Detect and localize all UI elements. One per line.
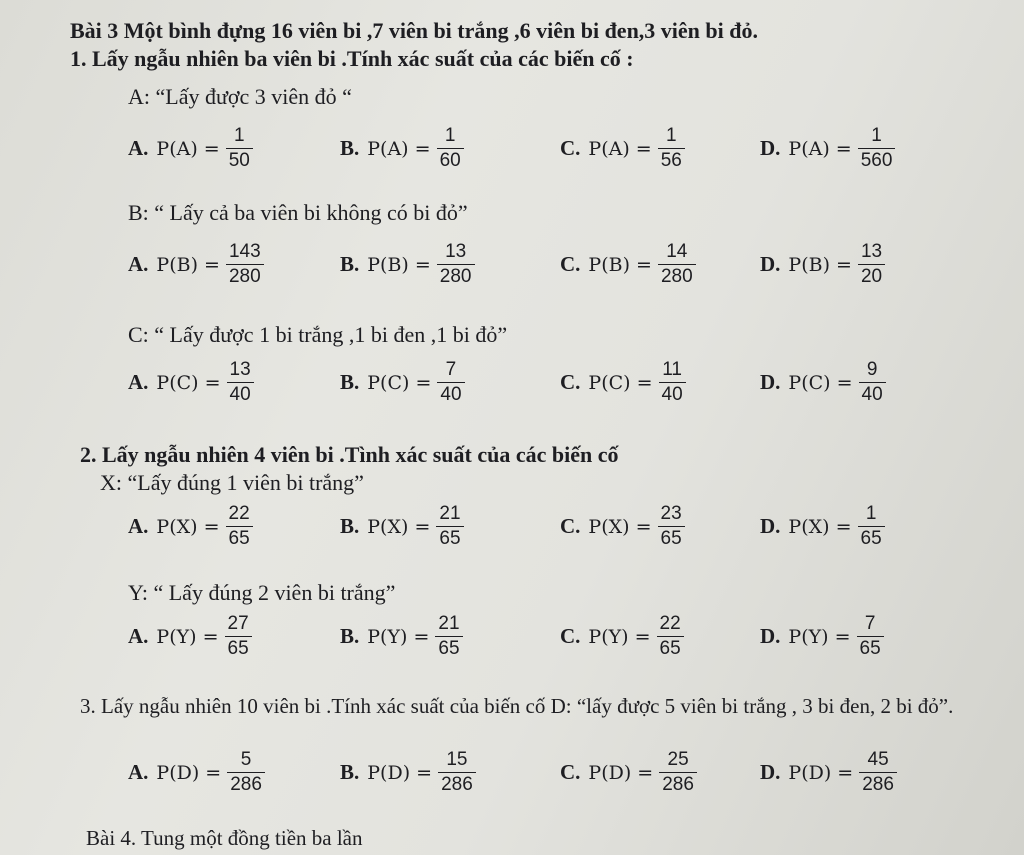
choice-letter: C. (560, 624, 581, 648)
denominator: 286 (659, 772, 697, 797)
fraction (225, 612, 252, 661)
choice-lhs: P(B) = (788, 253, 852, 276)
choice-a[interactable] (128, 748, 265, 797)
choice-lhs: P(A) = (156, 137, 220, 160)
event-x-text: X: “Lấy đúng 1 viên bi trắng” (100, 470, 364, 495)
fraction (435, 612, 462, 661)
choice-lhs: P(D) = (367, 761, 433, 784)
choice-lhs: P(Y) = (588, 625, 651, 648)
numerator: 23 (660, 503, 682, 524)
choice-letter: C. (560, 760, 581, 784)
choice-c[interactable] (560, 612, 684, 661)
denominator: 65 (435, 636, 462, 661)
choice-lhs: P(A) = (788, 137, 852, 160)
choice-lhs: P(X) = (788, 515, 852, 538)
choice-d[interactable] (760, 240, 885, 289)
numerator: 1 (444, 125, 456, 146)
fraction (226, 240, 264, 289)
choice-a[interactable] (128, 612, 252, 661)
choice-lhs: P(B) = (367, 253, 431, 276)
event-c-text: C: “ Lấy được 1 bi trắng ,1 bi đen ,1 bi đỏ” (128, 322, 508, 347)
choice-lhs: P(C) = (788, 371, 853, 394)
denominator: 65 (225, 636, 252, 661)
part1-heading: 1. Lấy ngẫu nhiên ba viên bi .Tính xác suất của các biến cố : (70, 46, 634, 71)
choice-letter: B. (340, 514, 360, 538)
choice-letter: C. (560, 136, 581, 160)
choice-d[interactable] (760, 748, 897, 797)
denominator: 20 (858, 264, 885, 289)
numerator: 25 (667, 749, 689, 770)
choice-a[interactable] (128, 502, 253, 551)
choice-c[interactable] (560, 124, 685, 173)
choice-lhs: P(C) = (156, 371, 221, 394)
event-y-text: Y: “ Lấy đúng 2 viên bi trắng” (128, 580, 396, 605)
choice-lhs: P(C) = (588, 371, 653, 394)
fraction (438, 748, 476, 797)
fraction (437, 124, 464, 173)
fraction (437, 240, 475, 289)
denominator: 560 (858, 148, 896, 173)
fraction (658, 502, 685, 551)
choice-lhs: P(B) = (156, 253, 220, 276)
choice-c[interactable] (560, 748, 697, 797)
choice-letter: D. (760, 370, 781, 394)
event-y-choices (0, 612, 1024, 672)
denominator: 65 (658, 526, 685, 551)
choice-letter: B. (340, 136, 360, 160)
part3-question: 3. Lấy ngẫu nhiên 10 viên bi .Tính xác suất của biến cố D: “lấy được 5 viên bi trắng , 3 bi đen, 2 bi đỏ”. (80, 694, 954, 718)
choice-lhs: P(X) = (156, 515, 220, 538)
numerator: 22 (659, 613, 681, 634)
denominator: 280 (226, 264, 264, 289)
denominator: 40 (659, 382, 686, 407)
fraction (226, 124, 253, 173)
denominator: 286 (859, 772, 897, 797)
numerator: 7 (445, 359, 457, 380)
choice-d[interactable] (760, 612, 884, 661)
choice-lhs: P(Y) = (156, 625, 219, 648)
denominator: 280 (658, 264, 696, 289)
choice-letter: C. (560, 252, 581, 276)
choice-letter: A. (128, 760, 149, 784)
numerator: 15 (446, 749, 468, 770)
choice-b[interactable] (340, 748, 476, 797)
numerator: 21 (438, 613, 460, 634)
fraction (227, 748, 265, 797)
exercise-title: Bài 3 Một bình đựng 16 viên bi ,7 viên bi trắng ,6 viên bi đen,3 viên bi đỏ. (70, 18, 759, 43)
choice-letter: C. (560, 370, 581, 394)
choice-b[interactable] (340, 502, 464, 551)
choice-lhs: P(X) = (367, 515, 431, 538)
choice-letter: A. (128, 624, 149, 648)
numerator: 11 (662, 359, 682, 380)
choice-d[interactable] (760, 358, 886, 407)
fraction (858, 502, 885, 551)
fraction (658, 240, 696, 289)
choice-c[interactable] (560, 502, 685, 551)
choice-b[interactable] (340, 612, 463, 661)
numerator: 9 (866, 359, 878, 380)
numerator: 13 (229, 359, 251, 380)
choice-lhs: P(Y) = (367, 625, 430, 648)
choice-letter: A. (128, 136, 149, 160)
choice-letter: B. (340, 624, 360, 648)
choice-letter: A. (128, 370, 149, 394)
denominator: 280 (437, 264, 475, 289)
denominator: 50 (226, 148, 253, 173)
fraction (658, 124, 685, 173)
denominator: 286 (227, 772, 265, 797)
denominator: 65 (436, 526, 463, 551)
numerator: 143 (228, 241, 261, 262)
choice-b[interactable] (340, 240, 475, 289)
choice-c[interactable] (560, 240, 696, 289)
fraction (437, 358, 464, 407)
numerator: 13 (445, 241, 467, 262)
choice-lhs: P(B) = (588, 253, 652, 276)
fraction (858, 240, 885, 289)
choice-letter: A. (128, 514, 149, 538)
choice-letter: D. (760, 760, 781, 784)
numerator: 14 (666, 241, 688, 262)
choice-letter: D. (760, 624, 781, 648)
fraction (659, 358, 686, 407)
choice-letter: C. (560, 514, 581, 538)
choice-letter: D. (760, 136, 781, 160)
denominator: 65 (226, 526, 253, 551)
numerator: 27 (227, 613, 249, 634)
choice-letter: A. (128, 252, 149, 276)
choice-letter: D. (760, 514, 781, 538)
fraction (657, 612, 684, 661)
fraction (859, 748, 897, 797)
choice-letter: B. (340, 252, 360, 276)
choice-lhs: P(C) = (367, 371, 432, 394)
choice-lhs: P(D) = (788, 761, 854, 784)
choice-a[interactable] (128, 124, 253, 173)
choice-d[interactable] (760, 502, 885, 551)
numerator: 22 (228, 503, 250, 524)
denominator: 65 (657, 636, 684, 661)
choice-letter: B. (340, 760, 360, 784)
fraction (226, 502, 253, 551)
numerator: 45 (867, 749, 889, 770)
event-d-choices (0, 748, 1024, 808)
fraction (857, 612, 884, 661)
choice-letter: D. (760, 252, 781, 276)
numerator: 1 (666, 125, 677, 146)
denominator: 56 (658, 148, 685, 173)
fraction (227, 358, 254, 407)
fraction (859, 358, 886, 407)
denominator: 40 (437, 382, 464, 407)
denominator: 60 (437, 148, 464, 173)
denominator: 40 (227, 382, 254, 407)
choice-d[interactable] (760, 124, 895, 173)
event-a-text: A: “Lấy được 3 viên đỏ “ (128, 84, 352, 109)
choice-b[interactable] (340, 124, 464, 173)
denominator: 40 (859, 382, 886, 407)
choice-lhs: P(D) = (156, 761, 222, 784)
fraction (659, 748, 697, 797)
next-exercise-title: Bài 4. Tung một đồng tiền ba lần (86, 826, 363, 850)
numerator: 1 (865, 503, 877, 524)
denominator: 286 (438, 772, 476, 797)
numerator: 7 (864, 613, 876, 634)
numerator: 1 (234, 125, 245, 146)
choice-lhs: P(A) = (367, 137, 431, 160)
choice-a[interactable] (128, 240, 264, 289)
numerator: 21 (439, 503, 461, 524)
choice-lhs: P(X) = (588, 515, 652, 538)
choice-c[interactable] (560, 358, 686, 407)
choice-a[interactable] (128, 358, 254, 407)
choice-b[interactable] (340, 358, 465, 407)
event-b-choices (0, 240, 1024, 300)
choice-lhs: P(Y) = (788, 625, 851, 648)
part2-heading: 2. Lấy ngẫu nhiên 4 viên bi .Tình xác suất của các biến cố (80, 442, 619, 467)
numerator: 13 (860, 241, 883, 262)
numerator: 1 (871, 125, 882, 146)
denominator: 65 (857, 636, 884, 661)
numerator: 5 (240, 749, 252, 770)
choice-letter: B. (340, 370, 360, 394)
fraction (436, 502, 463, 551)
event-a-choices (0, 124, 1024, 184)
event-c-choices (0, 358, 1024, 418)
choice-lhs: P(D) = (588, 761, 654, 784)
event-b-text: B: “ Lấy cả ba viên bi không có bi đỏ” (128, 200, 468, 225)
event-x-choices (0, 502, 1024, 562)
fraction (858, 124, 896, 173)
denominator: 65 (858, 526, 885, 551)
choice-lhs: P(A) = (588, 137, 652, 160)
